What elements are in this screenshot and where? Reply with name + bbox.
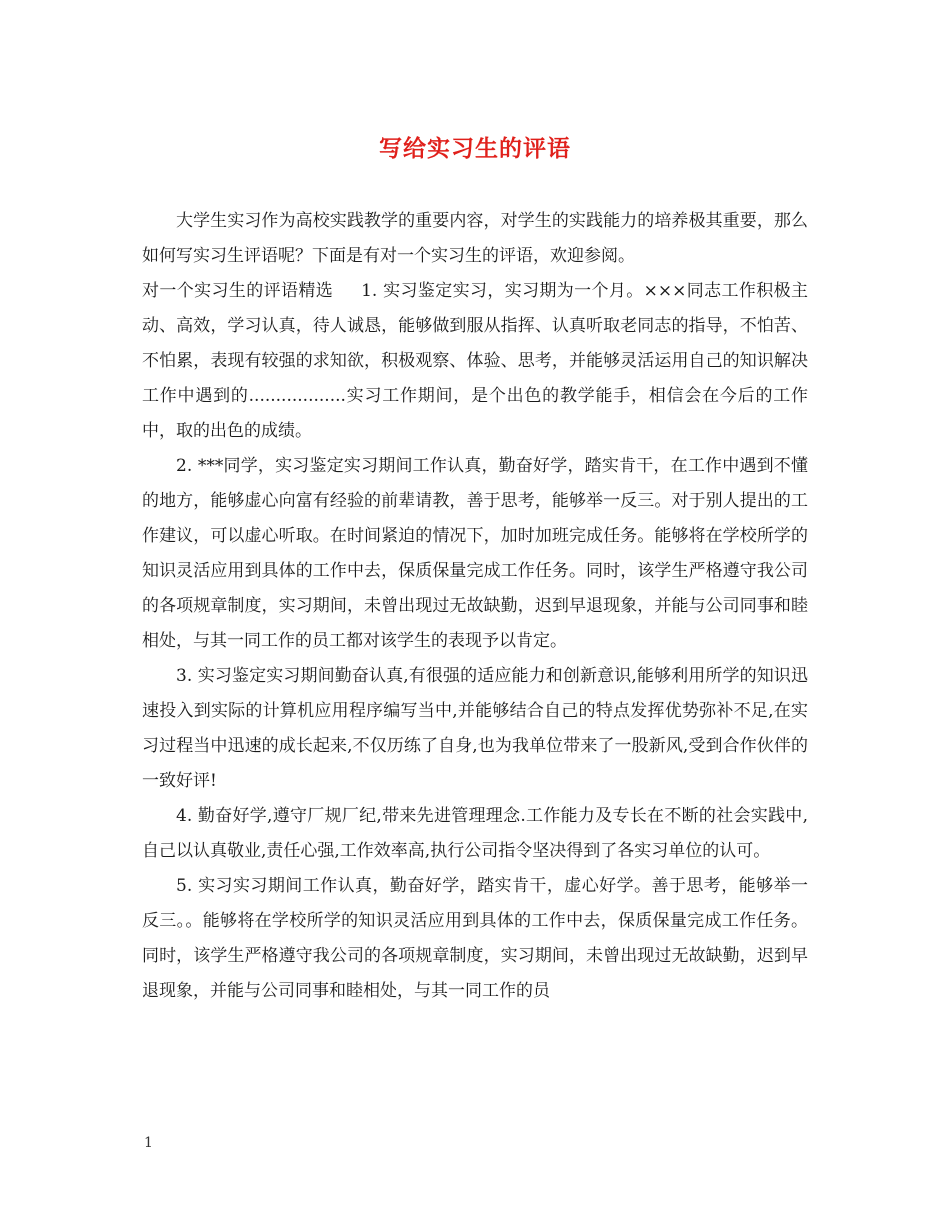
item-1-text: 1. 实习鉴定实习，实习期为一个月。×××同志工作积极主动、高效，学习认真，待人诚恳，能够做到服从指挥、认真听取老同志的指导，不怕苦、不怕累，表现有较强的求知欲，积极观察、体验、思考，并能够灵活运用自己的知识解决工作中遇到的..................实习工作期间，是个出色的教学能手，相信会在今后的工作中，取的出色的成绩。 <box>142 281 808 441</box>
item-5-paragraph: 5. 实习实习期间工作认真，勤奋好学，踏实肯干，虚心好学。善于思考，能够举一反三。。能够将在学校所学的知识灵活应用到具体的工作中去，保质保量完成工作任务。同时，该学生严格遵守我公司的各项规章制度，实习期间，未曾出现过无故缺勤，迟到早退现象，并能与公司同事和睦相处，与其一同工作的员 <box>142 876 808 1001</box>
intro-paragraph: 大学生实习作为高校实践教学的重要内容，对学生的实践能力的培养极其重要，那么如何写实习生评语呢？下面是有对一个实习生的评语，欢迎参阅。 <box>142 211 808 266</box>
item-3-paragraph: 3. 实习鉴定实习期间勤奋认真,有很强的适应能力和创新意识,能够利用所学的知识迅速投入到实际的计算机应用程序编写当中,并能够结合自己的特点发挥优势弥补不足,在实习过程当中迅速的成长起来,不仅历练了自身,也为我单位带来了一股新风,受到合作伙伴的一致好评! <box>142 666 808 791</box>
section-heading: 对一个实习生的评语精选 <box>142 281 334 301</box>
page-number: 1 <box>144 1135 153 1151</box>
item-2-paragraph: 2. ***同学，实习鉴定实习期间工作认真，勤奋好学，踏实肯干，在工作中遇到不懂的地方，能够虚心向富有经验的前辈请教，善于思考，能够举一反三。对于别人提出的工作建议，可以虚心听取。在时间紧迫的情况下，加时加班完成任务。能够将在学校所学的知识灵活应用到具体的工作中去，保质保量完成工作任务。同时，该学生严格遵守我公司的各项规章制度，实习期间，未曾出现过无故缺勤，迟到早退现象，并能与公司同事和睦相处，与其一同工作的员工都对该学生的表现予以肯定。 <box>142 456 808 651</box>
item-4-paragraph: 4. 勤奋好学,遵守厂规厂纪,带来先进管理理念.工作能力及专长在不断的社会实践中,自己以认真敬业,责任心强,工作效率高,执行公司指令坚决得到了各实习单位的认可。 <box>142 806 808 861</box>
item-1-paragraph <box>142 274 808 449</box>
document-body <box>142 204 808 1009</box>
document-title: 写给实习生的评语 <box>379 135 571 162</box>
